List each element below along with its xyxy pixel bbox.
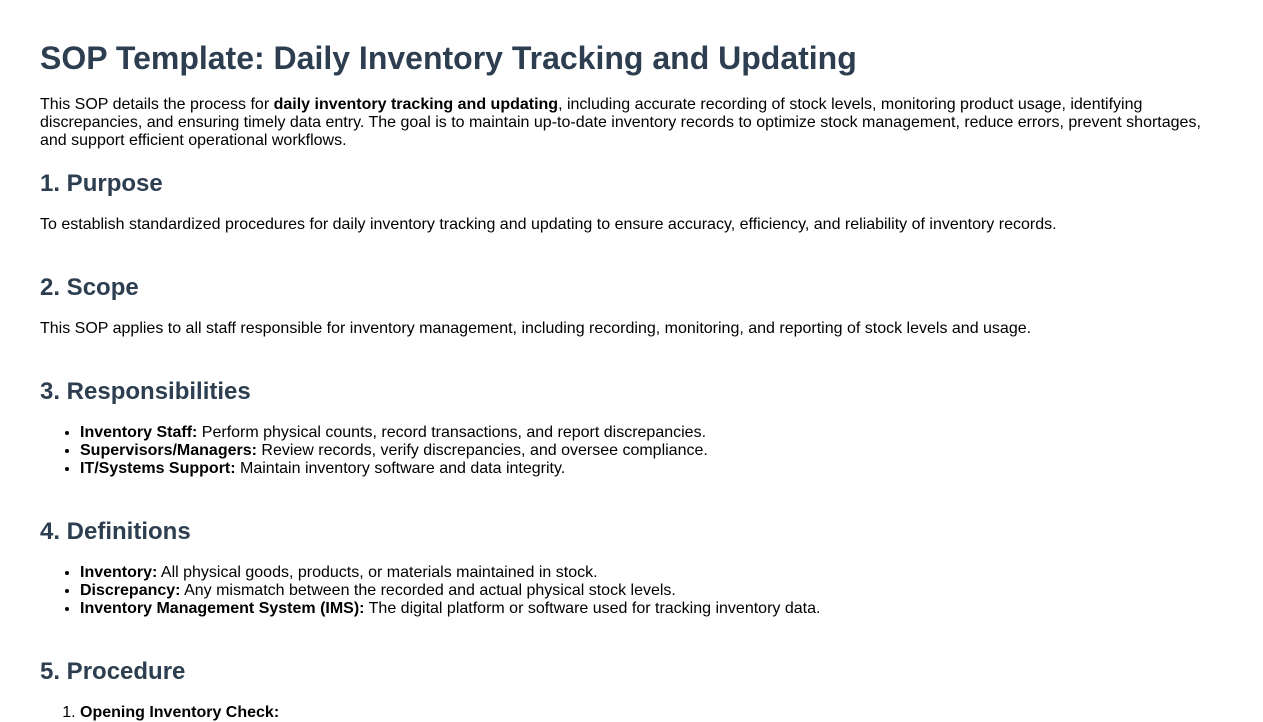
intro-text-end: , including accurate recording of stock levels, monitoring product usage, identifying discrepancies, and ensuring timely data entry. The goal is to maintain up-to-date inventory records to optimize stock management, reduce errors, prevent shortages, and support efficient operational workflows. xyxy=(40,96,1201,149)
list-item xyxy=(80,442,1223,460)
list-item-term: Inventory Management System (IMS): xyxy=(80,600,365,617)
list-item xyxy=(80,600,1223,618)
procedure-heading: 5. Procedure xyxy=(40,658,186,685)
definitions-list xyxy=(40,564,1223,618)
list-item-desc: All physical goods, products, or materials maintained in stock. xyxy=(157,564,598,581)
list-item-term: Inventory Staff: xyxy=(80,424,198,441)
purpose-heading: 1. Purpose xyxy=(40,170,163,197)
scope-heading: 2. Scope xyxy=(40,274,139,301)
list-item-desc: Review records, verify discrepancies, and oversee compliance. xyxy=(256,442,708,459)
responsibilities-list xyxy=(40,424,1223,478)
list-item-desc: Maintain inventory software and data integrity. xyxy=(235,460,566,477)
list-item-term: Supervisors/Managers: xyxy=(80,442,257,459)
list-item xyxy=(80,704,1223,722)
list-item xyxy=(80,564,1223,582)
list-item-desc: Perform physical counts, record transactions, and report discrepancies. xyxy=(197,424,707,441)
page-title: SOP Template: Daily Inventory Tracking and Updating xyxy=(40,40,857,76)
intro-text-start: This SOP details the process for xyxy=(40,96,274,113)
list-item xyxy=(80,424,1223,442)
intro-paragraph xyxy=(40,96,1223,150)
responsibilities-heading: 3. Responsibilities xyxy=(40,378,251,405)
list-item-desc: The digital platform or software used for tracking inventory data. xyxy=(364,600,821,617)
list-item xyxy=(80,582,1223,600)
list-item xyxy=(80,460,1223,478)
intro-bold-text: daily inventory tracking and updating xyxy=(273,96,559,113)
purpose-text: To establish standardized procedures for daily inventory tracking and updating to ensure accuracy, efficiency, and reliability of inventory records. xyxy=(40,216,1057,233)
list-item-term: Discrepancy: xyxy=(80,582,181,599)
list-item-term: IT/Systems Support: xyxy=(80,460,236,477)
definitions-heading: 4. Definitions xyxy=(40,518,191,545)
procedure-list xyxy=(40,704,1223,722)
list-item-term: Opening Inventory Check: xyxy=(80,704,280,721)
list-item-term: Inventory: xyxy=(80,564,158,581)
list-item-desc: Any mismatch between the recorded and actual physical stock levels. xyxy=(180,582,676,599)
scope-text: This SOP applies to all staff responsible for inventory management, including recording, monitoring, and reporting of stock levels and usage. xyxy=(40,320,1032,337)
